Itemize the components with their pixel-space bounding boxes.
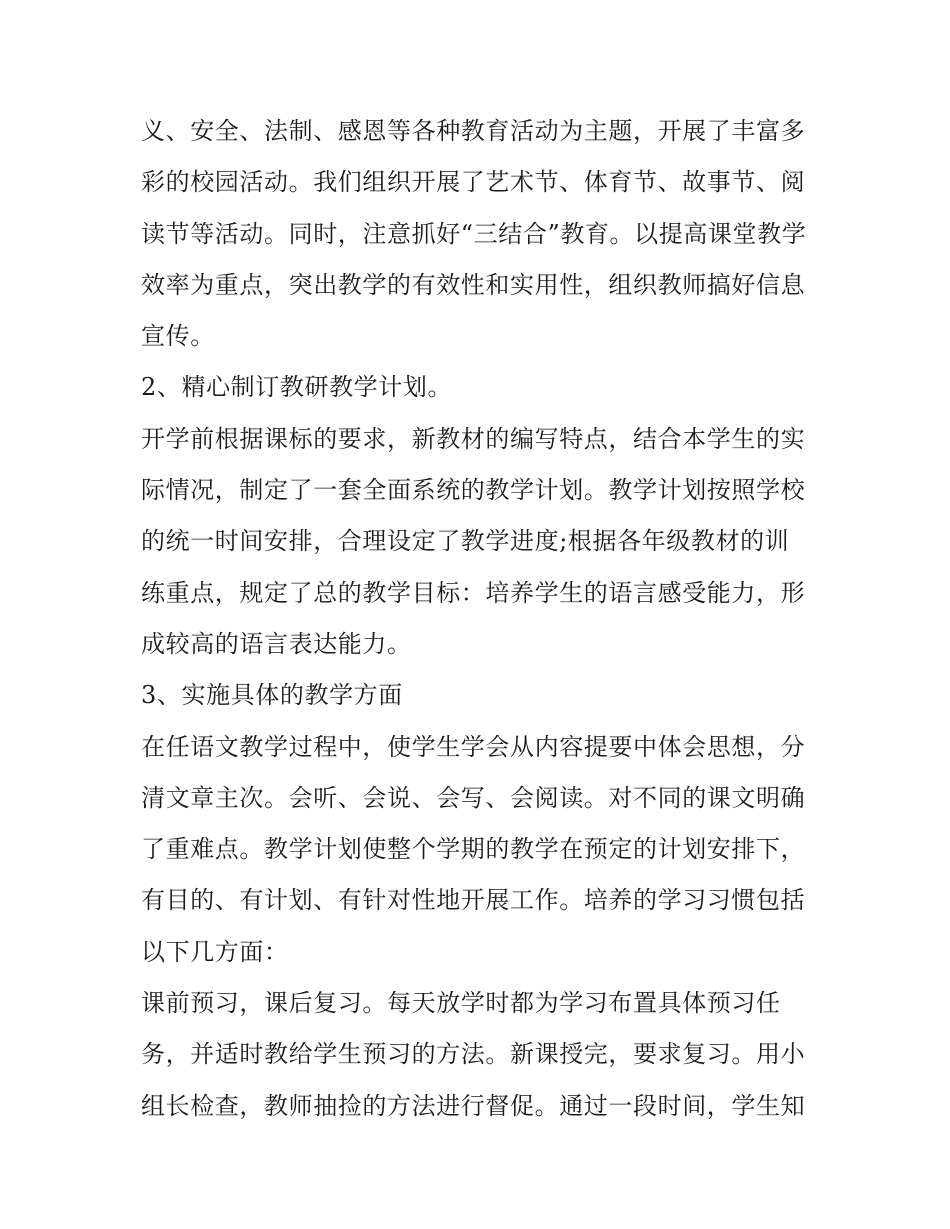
text-line: 课前预习，课后复习。每天放学时都为学习布置具体预习任 (141, 989, 781, 1018)
text-line: 在任语文教学过程中，使学生学会从内容提要中体会思想，分 (141, 732, 806, 761)
section-heading-3: 3、实施具体的教学方面 (141, 681, 403, 710)
text-line: 成较高的语言表达能力。 (141, 629, 412, 658)
section-heading-2: 2、精心制订教研教学计划。 (141, 373, 453, 402)
text-line: 际情况，制定了一套全面系统的教学计划。教学计划按照学校 (141, 476, 806, 505)
text-line: 清文章主次。会听、会说、会写、会阅读。对不同的课文明确 (141, 783, 806, 812)
text-line: 宣传。 (141, 322, 215, 351)
document-body (141, 106, 821, 1132)
text-line: 务，并适时教给学生预习的方法。新课授完，要求复习。用小 (141, 1040, 806, 1069)
text-line: 义、安全、法制、感恩等各种教育活动为主题，开展了丰富多 (141, 117, 806, 145)
text-line: 组长检查，教师抽捡的方法进行督促。通过一段时间，学生知 (141, 1091, 806, 1120)
text-line: 了重难点。教学计划使整个学期的教学在预定的计划安排下， (141, 835, 806, 864)
text-line: 开学前根据课标的要求，新教材的编写特点，结合本学生的实 (141, 424, 806, 453)
text-line: 读节等活动。同时，注意抓好“三结合”教育。以提高课堂教学 (141, 219, 807, 248)
text-line: 有目的、有计划、有针对性地开展工作。培养的学习习惯包括 (141, 886, 806, 915)
text-line: 的统一时间安排，合理设定了教学进度;根据各年级教材的训 (141, 527, 790, 556)
text-line: 彩的校园活动。我们组织开展了艺术节、体育节、故事节、阅 (141, 168, 806, 197)
text-line: 效率为重点，突出教学的有效性和实用性，组织教师搞好信息 (141, 270, 806, 299)
text-line: 练重点，规定了总的教学目标：培养学生的语言感受能力，形 (141, 578, 806, 607)
text-line: 以下几方面： (141, 937, 289, 966)
